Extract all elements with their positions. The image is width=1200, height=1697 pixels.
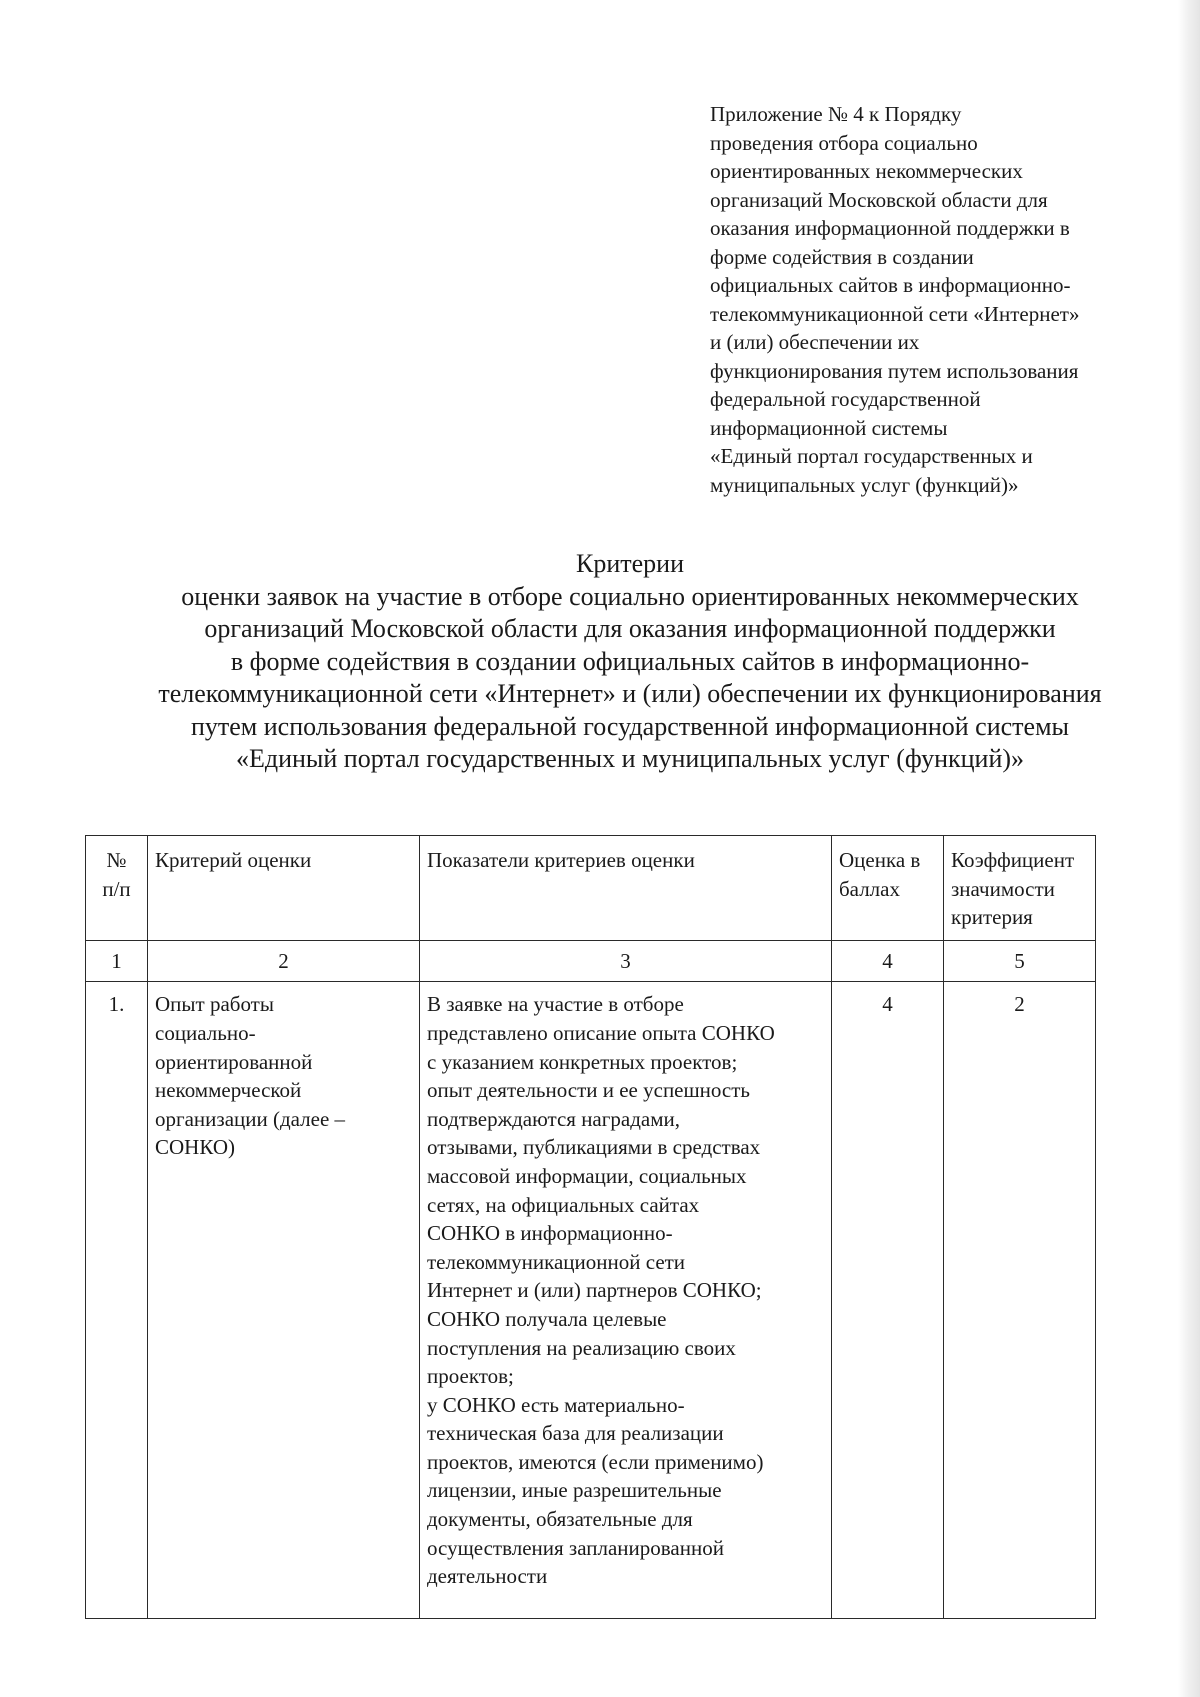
criterion-line: организации (далее – bbox=[155, 1106, 346, 1131]
annex-note bbox=[710, 100, 1150, 499]
criterion-line: СОНКО) bbox=[155, 1135, 235, 1160]
header-coef-line: критерия bbox=[951, 905, 1033, 930]
indicator-line: В заявке на участие в отборе bbox=[427, 992, 684, 1017]
annex-line: телекоммуникационной сети «Интернет» bbox=[710, 301, 1080, 326]
column-number: 4 bbox=[832, 940, 944, 982]
indicator-line: проектов; bbox=[427, 1364, 514, 1389]
title-line: организаций Московской области для оказания информационной поддержки bbox=[204, 614, 1056, 643]
annex-line: и (или) обеспечении их bbox=[710, 330, 920, 354]
title-line: телекоммуникационной сети «Интернет» и (или) обеспечении их функционирования bbox=[158, 679, 1102, 708]
document-title bbox=[80, 548, 1180, 776]
indicator-line: СОНКО в информационно- bbox=[427, 1221, 673, 1246]
annex-line: официальных сайтов в информационно- bbox=[710, 273, 1071, 297]
title-line: путем использования федеральной государственной информационной системы bbox=[190, 711, 1070, 741]
annex-line: функционирования путем использования bbox=[710, 358, 1079, 383]
criteria-table bbox=[85, 835, 1096, 1619]
title-line: оценки заявок на участие в отборе социально ориентированных некоммерческих bbox=[181, 581, 1079, 611]
annex-line: проведения отбора социально bbox=[710, 130, 978, 155]
indicator-line: техническая база для реализации bbox=[427, 1421, 724, 1446]
indicator-line: отзывами, публикациями в средствах bbox=[427, 1135, 761, 1160]
criterion-line: некоммерческой bbox=[155, 1078, 302, 1103]
indicator-line: Интернет и (или) партнеров СОНКО; bbox=[427, 1278, 762, 1303]
header-criterion: Критерий оценки bbox=[148, 836, 420, 941]
indicator-line: с указанием конкретных проектов; bbox=[427, 1049, 738, 1074]
indicator-line: осуществления запланированной bbox=[427, 1535, 724, 1560]
annex-line: организаций Московской области для bbox=[710, 187, 1048, 212]
annex-line: федеральной государственной bbox=[710, 387, 981, 411]
indicator-line: поступления на реализацию своих bbox=[427, 1335, 736, 1360]
scan-edge-shadow bbox=[1178, 0, 1200, 1697]
indicator-line: деятельности bbox=[427, 1564, 548, 1589]
table-row bbox=[86, 982, 1096, 1619]
indicator-line: опыт деятельности и ее успешность bbox=[427, 1078, 751, 1103]
row-num: 1. bbox=[86, 982, 148, 1619]
indicator-line: лицензии, иные разрешительные bbox=[427, 1478, 722, 1503]
table-header-row bbox=[86, 836, 1096, 941]
criterion-line: ориентированной bbox=[155, 1049, 313, 1074]
header-num bbox=[86, 836, 148, 941]
row-coef: 2 bbox=[944, 982, 1096, 1619]
indicator-line: сетях, на официальных сайтах bbox=[427, 1192, 700, 1217]
criterion-line: социально- bbox=[155, 1020, 256, 1045]
indicator-line: СОНКО получала целевые bbox=[427, 1306, 667, 1331]
annex-line: «Единый портал государственных и bbox=[710, 444, 1033, 468]
header-score-line: Оценка в bbox=[839, 848, 921, 872]
title-heading: Критерии bbox=[576, 549, 684, 578]
header-num-line: п/п bbox=[102, 876, 131, 901]
header-coef-line: значимости bbox=[951, 876, 1055, 901]
header-coef-line: Коэффициент bbox=[951, 848, 1075, 872]
header-num-line: № bbox=[106, 848, 127, 872]
row-criterion bbox=[148, 982, 420, 1619]
criterion-line: Опыт работы bbox=[155, 992, 274, 1017]
annex-line: информационной системы bbox=[710, 415, 948, 440]
header-indicators: Показатели критериев оценки bbox=[420, 836, 832, 941]
annex-line: оказания информационной поддержки в bbox=[710, 216, 1070, 240]
annex-line: форме содействия в создании bbox=[710, 244, 974, 269]
header-coef bbox=[944, 836, 1096, 941]
annex-line: ориентированных некоммерческих bbox=[710, 159, 1023, 183]
column-number-row bbox=[86, 940, 1096, 982]
column-number: 1 bbox=[86, 940, 148, 982]
title-line: «Единый портал государственных и муниципальных услуг (функций)» bbox=[235, 744, 1025, 773]
column-number: 3 bbox=[420, 940, 832, 982]
indicator-line: у СОНКО есть материально- bbox=[427, 1392, 685, 1417]
column-number: 5 bbox=[944, 940, 1096, 982]
indicator-line: проектов, имеются (если применимо) bbox=[427, 1449, 764, 1474]
indicator-line: подтверждаются наградами, bbox=[427, 1106, 680, 1131]
header-score bbox=[832, 836, 944, 941]
indicator-line: представлено описание опыта СОНКО bbox=[427, 1020, 775, 1045]
annex-line: Приложение № 4 к Порядку bbox=[710, 102, 962, 126]
indicator-line: массовой информации, социальных bbox=[427, 1163, 747, 1188]
header-score-line: баллах bbox=[839, 876, 900, 901]
column-number: 2 bbox=[148, 940, 420, 982]
row-score: 4 bbox=[832, 982, 944, 1619]
indicator-line: документы, обязательные для bbox=[427, 1507, 693, 1532]
indicator-line: телекоммуникационной сети bbox=[427, 1249, 686, 1274]
row-indicators bbox=[420, 982, 832, 1619]
annex-line: муниципальных услуг (функций)» bbox=[710, 472, 1019, 497]
title-line: в форме содействия в создании официальных сайтов в информационно- bbox=[230, 646, 1030, 676]
